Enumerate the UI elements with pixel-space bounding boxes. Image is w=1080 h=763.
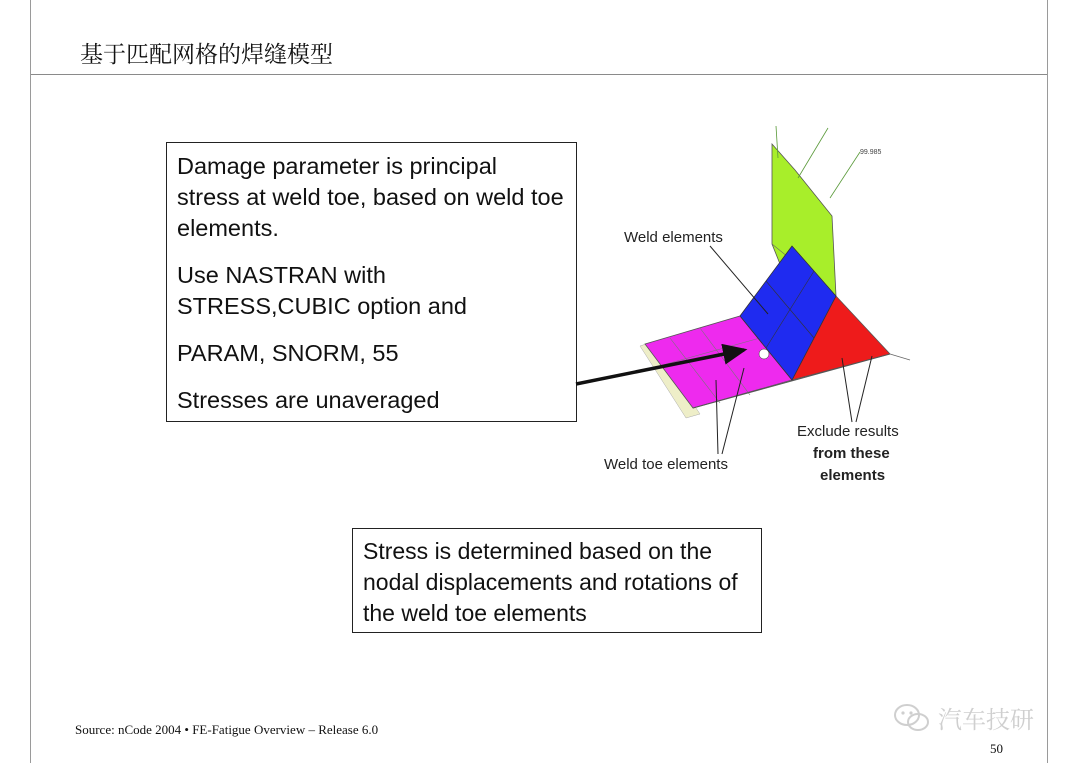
callout-text-2: Use NASTRAN with STRESS,CUBIC option and bbox=[177, 262, 467, 319]
callout-text-1: Damage parameter is principal stress at weld toe, based on weld toe elements. bbox=[177, 153, 564, 241]
watermark bbox=[892, 700, 1034, 735]
fe-weld-model-figure bbox=[560, 118, 920, 503]
page-number: 50 bbox=[990, 741, 1003, 756]
callout-arrow bbox=[570, 340, 760, 390]
top-value-label: 99.985 bbox=[860, 149, 882, 156]
damage-parameter-callout bbox=[166, 142, 577, 422]
callout-text-4: Stresses are unaveraged bbox=[177, 387, 440, 413]
weld-toe-label: Weld toe elements bbox=[604, 456, 728, 473]
source-note: Source: nCode 2004 • FE-Fatigue Overview – Release 6.0 bbox=[75, 722, 379, 737]
title-divider bbox=[31, 74, 1047, 75]
weld-node-marker bbox=[759, 349, 769, 359]
slide-title: 基于匹配网格的焊缝模型 bbox=[80, 42, 333, 68]
stress-determination-text: Stress is determined based on the nodal displacements and rotations of the weld toe elements bbox=[363, 538, 738, 626]
exclude-label-2: from these bbox=[813, 445, 890, 462]
weld-elements-label: Weld elements bbox=[624, 229, 723, 246]
callout-text-3: PARAM, SNORM, 55 bbox=[177, 340, 399, 366]
stress-determination-callout bbox=[352, 528, 762, 633]
exclude-label-3: elements bbox=[820, 467, 886, 484]
exclude-label-1: Exclude results bbox=[797, 423, 899, 440]
watermark-text: 汽车技研 bbox=[938, 706, 1034, 734]
wechat-icon bbox=[892, 702, 932, 734]
